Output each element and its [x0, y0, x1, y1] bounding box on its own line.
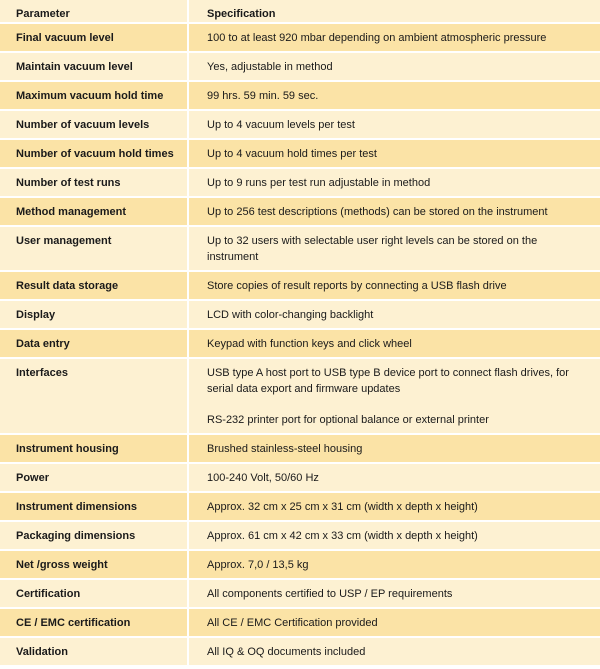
- row-specification: [187, 359, 600, 435]
- row-parameter: Data entry: [0, 330, 187, 359]
- table-row: [0, 551, 600, 580]
- table-row: [0, 359, 600, 435]
- row-specification: [187, 551, 600, 580]
- row-parameter: Validation: [0, 638, 187, 667]
- specification-text: Approx. 61 cm x 42 cm x 33 cm (width x depth x height): [207, 530, 478, 542]
- row-parameter: Number of vacuum hold times: [0, 140, 187, 169]
- specification-text: LCD with color-changing backlight: [207, 309, 374, 321]
- row-specification: [187, 435, 600, 464]
- row-specification: [187, 580, 600, 609]
- row-specification: [187, 464, 600, 493]
- table-row: [0, 493, 600, 522]
- row-parameter: Display: [0, 301, 187, 330]
- table-row: [0, 522, 600, 551]
- table-row: [0, 111, 600, 140]
- row-specification: [187, 24, 600, 53]
- row-specification: [187, 227, 600, 272]
- header-parameter: Parameter: [0, 0, 187, 24]
- row-specification: [187, 330, 600, 359]
- table-row: [0, 140, 600, 169]
- specification-text: All IQ & OQ documents included: [207, 646, 366, 658]
- row-specification: [187, 301, 600, 330]
- specification-text: Approx. 32 cm x 25 cm x 31 cm (width x depth x height): [207, 501, 478, 513]
- table-row: [0, 227, 600, 272]
- specification-text: All components certified to USP / EP requirements: [207, 588, 453, 600]
- specification-text: Up to 32 users with selectable user right levels can be stored on the instrument: [207, 235, 538, 263]
- specification-text: USB type A host port to USB type B device port to connect flash drives, for serial data export and firmware updates: [207, 367, 569, 395]
- specification-text: RS-232 printer port for optional balance or external printer: [207, 414, 489, 426]
- row-parameter: User management: [0, 227, 187, 272]
- specification-text: Brushed stainless-steel housing: [207, 443, 363, 455]
- table-row: [0, 609, 600, 638]
- row-parameter: Packaging dimensions: [0, 522, 187, 551]
- row-parameter: Method management: [0, 198, 187, 227]
- table-row: [0, 464, 600, 493]
- row-parameter: CE / EMC certification: [0, 609, 187, 638]
- specification-text: Keypad with function keys and click wheel: [207, 338, 412, 350]
- row-parameter: Instrument housing: [0, 435, 187, 464]
- header-specification: Specification: [187, 0, 600, 24]
- row-specification: [187, 493, 600, 522]
- row-specification: [187, 111, 600, 140]
- row-specification: [187, 609, 600, 638]
- table-row: [0, 638, 600, 667]
- specification-text: Up to 4 vacuum levels per test: [207, 119, 355, 131]
- row-parameter: Power: [0, 464, 187, 493]
- row-parameter: Final vacuum level: [0, 24, 187, 53]
- table-row: [0, 24, 600, 53]
- row-parameter: Interfaces: [0, 359, 187, 435]
- specification-text: All CE / EMC Certification provided: [207, 617, 378, 629]
- specification-text: Store copies of result reports by connecting a USB flash drive: [207, 280, 507, 292]
- table-row: [0, 330, 600, 359]
- row-parameter: Result data storage: [0, 272, 187, 301]
- row-parameter: Certification: [0, 580, 187, 609]
- row-specification: [187, 638, 600, 667]
- table-row: [0, 169, 600, 198]
- row-parameter: Maximum vacuum hold time: [0, 82, 187, 111]
- row-specification: [187, 53, 600, 82]
- row-specification: [187, 140, 600, 169]
- table-row: [0, 580, 600, 609]
- specification-text: Up to 256 test descriptions (methods) can be stored on the instrument: [207, 206, 548, 218]
- table-row: [0, 82, 600, 111]
- specification-text: 99 hrs. 59 min. 59 sec.: [207, 90, 319, 102]
- row-specification: [187, 82, 600, 111]
- table-row: [0, 272, 600, 301]
- row-parameter: Net /gross weight: [0, 551, 187, 580]
- table-row: [0, 53, 600, 82]
- row-specification: [187, 522, 600, 551]
- table-header-row: [0, 0, 600, 24]
- row-specification: [187, 198, 600, 227]
- specification-text: Up to 9 runs per test run adjustable in method: [207, 177, 431, 189]
- specification-text: Yes, adjustable in method: [207, 61, 333, 73]
- paragraph-gap: [207, 397, 590, 412]
- specification-text: 100 to at least 920 mbar depending on ambient atmospheric pressure: [207, 32, 547, 44]
- row-parameter: Number of test runs: [0, 169, 187, 198]
- table-row: [0, 198, 600, 227]
- specification-text: Approx. 7,0 / 13,5 kg: [207, 559, 309, 571]
- row-specification: [187, 169, 600, 198]
- table-row: [0, 435, 600, 464]
- row-specification: [187, 272, 600, 301]
- table-row: [0, 301, 600, 330]
- row-parameter: Instrument dimensions: [0, 493, 187, 522]
- specification-text: Up to 4 vacuum hold times per test: [207, 148, 377, 160]
- row-parameter: Maintain vacuum level: [0, 53, 187, 82]
- specification-text: 100-240 Volt, 50/60 Hz: [207, 472, 319, 484]
- row-parameter: Number of vacuum levels: [0, 111, 187, 140]
